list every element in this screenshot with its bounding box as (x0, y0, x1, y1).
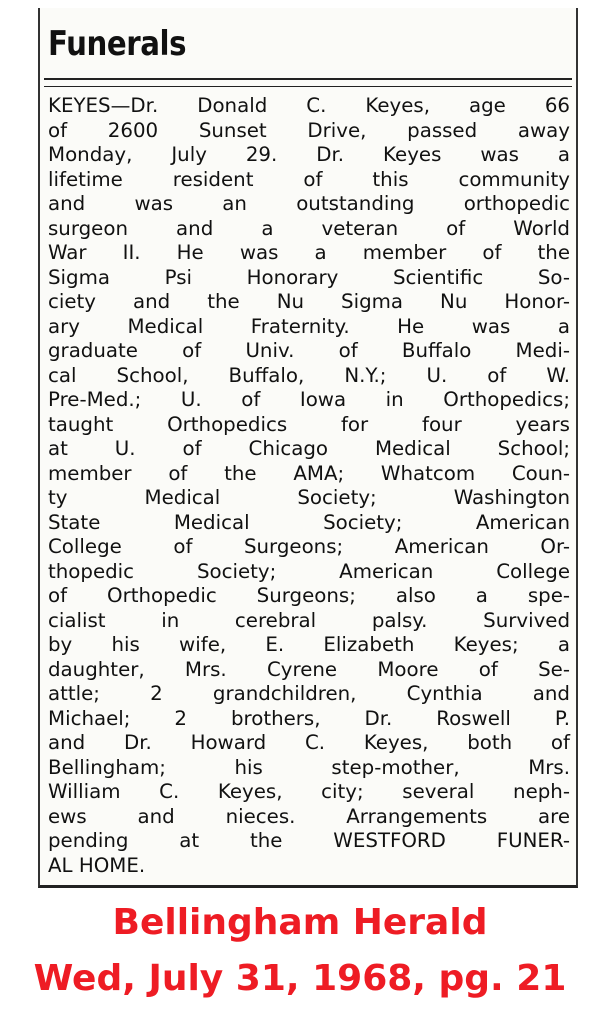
obituary-line: State Medical Society; American (48, 510, 570, 534)
obituary-line: thopedic Society; American College (48, 559, 570, 583)
obituary-line: ary Medical Fraternity. He was a (48, 314, 570, 338)
obituary-line: daughter, Mrs. Cyrene Moore of Se- (48, 657, 570, 681)
obituary-line: cialist in cerebral palsy. Survived (48, 608, 570, 632)
obituary-line: ciety and the Nu Sigma Nu Honor- (48, 290, 570, 313)
heading-rule-thin (44, 86, 572, 87)
obituary-line: by his wife, E. Elizabeth Keyes; a (48, 633, 570, 656)
obituary-line: member of the AMA; Whatcom Coun- (48, 461, 570, 485)
obituary-line: Bellingham; his step-mother, Mrs. (48, 755, 570, 779)
newspaper-clipping (38, 8, 578, 888)
obituary-line: attle; 2 grandchildren, Cynthia and (48, 682, 570, 705)
obituary-line: Michael; 2 brothers, Dr. Roswell P. (48, 706, 570, 730)
obituary-line: AL HOME. (48, 853, 146, 877)
obituary-line: of Orthopedic Surgeons; also a spe- (48, 584, 570, 607)
obituary-line: taught Orthopedics for four years (48, 412, 570, 436)
obituary-line: of 2600 Sunset Drive, passed away (48, 118, 570, 142)
obituary-line: and was an outstanding orthopedic (48, 192, 570, 215)
obituary-line: KEYES—Dr. Donald C. Keyes, age 66 (48, 94, 570, 117)
obituary-line: lifetime resident of this community (48, 167, 570, 191)
obituary-line: at U. of Chicago Medical School; (48, 437, 570, 460)
obituary-line: Monday, July 29. Dr. Keyes was a (48, 143, 570, 166)
obituary-line: and Dr. Howard C. Keyes, both of (48, 731, 570, 754)
publication-date-caption: Wed, July 31, 1968, pg. 21 (33, 958, 567, 999)
obituary-line: pending at the WESTFORD FUNER- (48, 829, 570, 852)
obituary-line: ty Medical Society; Washington (48, 486, 570, 509)
obituary-line: graduate of Univ. of Buffalo Medi- (48, 339, 570, 362)
heading-rule (44, 78, 572, 80)
section-heading: Funerals (48, 24, 187, 64)
obituary-line: Sigma Psi Honorary Scientific So- (48, 265, 570, 289)
obituary-line: College of Surgeons; American Or- (48, 535, 570, 558)
obituary-line: cal School, Buffalo, N.Y.; U. of W. (48, 363, 570, 387)
obituary-line: Pre-Med.; U. of Iowa in Orthopedics; (48, 388, 570, 411)
obituary-line: ews and nieces. Arrangements are (48, 804, 570, 828)
newspaper-name-caption: Bellingham Herald (112, 902, 488, 943)
obituary-line: surgeon and a veteran of World (48, 216, 570, 240)
obituary-line: War II. He was a member of the (48, 241, 570, 264)
obituary-text (48, 94, 570, 878)
obituary-line: William C. Keyes, city; several neph- (48, 780, 570, 803)
